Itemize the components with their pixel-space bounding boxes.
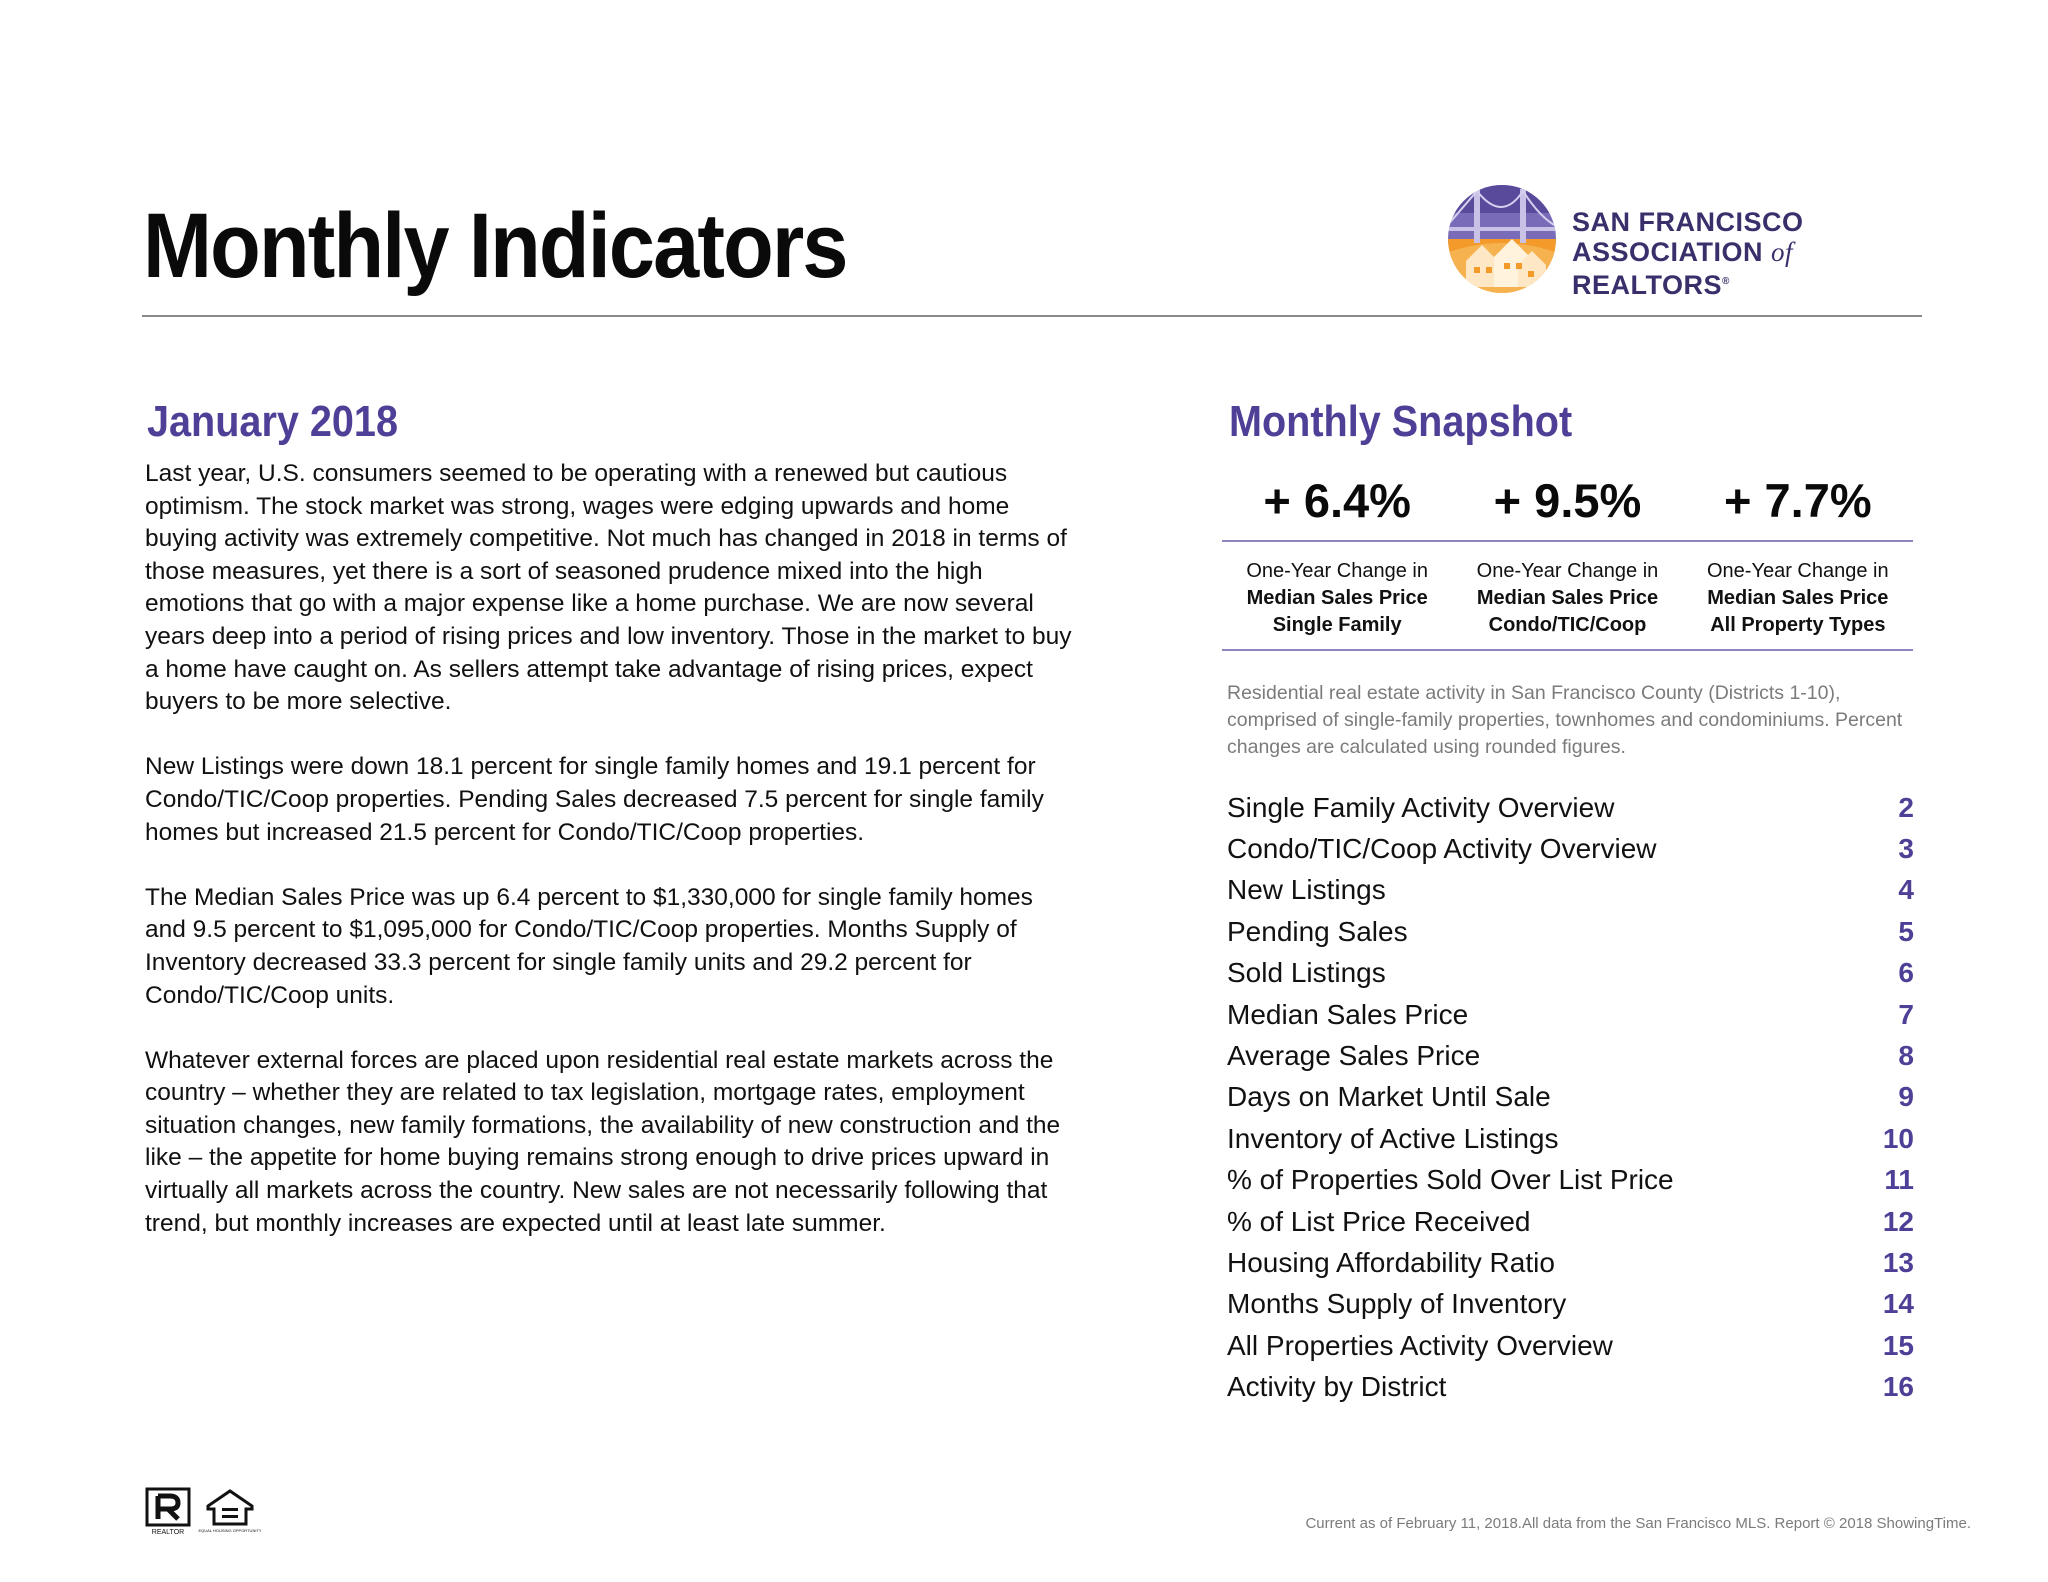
toc-page-number: 15 bbox=[1882, 1329, 1914, 1361]
bridge-houses-logo-icon bbox=[1446, 183, 1558, 295]
toc-label: Sold Listings bbox=[1227, 957, 1386, 989]
summary-paragraph: New Listings were down 18.1 percent for single family homes and 19.1 percent for Condo/TIC/Coop properties. Pending Sales decreased 7.5 percent for single family homes but increased 21.5 percent for Condo/TIC/Coop properties. bbox=[145, 753, 1044, 846]
toc-label: Pending Sales bbox=[1227, 915, 1408, 947]
toc-page-number: 10 bbox=[1882, 1122, 1914, 1154]
page-title: Monthly Indicators bbox=[143, 195, 847, 297]
toc-item[interactable] bbox=[1227, 787, 1914, 828]
toc-label: Months Supply of Inventory bbox=[1227, 1288, 1567, 1320]
logo-line-2a: ASSOCIATION bbox=[1572, 237, 1764, 267]
summary-paragraph: Whatever external forces are placed upon residential real estate markets across the country – whether they are related to tax legislation, mortgage rates, employment situation changes, new family formations, the availability of new construction and the like – the appetite for home buying remains strong enough to drive prices upward in virtually all markets across the country. New sales are not necessarily following that trend, but monthly increases are expected until at least late summer. bbox=[145, 1046, 1061, 1237]
toc-page-number: 12 bbox=[1882, 1205, 1914, 1237]
summary-paragraph: The Median Sales Price was up 6.4 percent to $1,330,000 for single family homes and 9.5 percent to $1,095,000 for Condo/TIC/Coop properties. Months Supply of Inventory decreased 33.3 percent for single family units and 29.2 percent for Condo/TIC/Coop units. bbox=[145, 883, 1033, 1009]
logo-text bbox=[1572, 207, 1916, 300]
toc-item[interactable] bbox=[1227, 953, 1914, 994]
toc-label: All Properties Activity Overview bbox=[1227, 1329, 1613, 1361]
realtor-badge-text: REALTOR bbox=[151, 1529, 185, 1536]
snapshot-desc-line: All Property Types bbox=[1710, 614, 1886, 636]
footer-note: Current as of February 11, 2018.All data from the San Francisco MLS. Report © 2018 ShowingTime. bbox=[1305, 1515, 1971, 1532]
toc-page-number: 9 bbox=[1898, 1081, 1914, 1113]
eho-badge-text: EQUAL HOUSING OPPORTUNITY bbox=[198, 1528, 262, 1533]
snapshot-descriptions bbox=[1222, 542, 1913, 649]
toc-label: Median Sales Price bbox=[1227, 998, 1469, 1030]
toc-item[interactable] bbox=[1227, 1242, 1914, 1283]
toc-item[interactable] bbox=[1227, 1325, 1914, 1366]
snapshot-value-single-family: + 6.4% bbox=[1263, 474, 1411, 527]
snapshot-desc-line: Median Sales Price bbox=[1246, 587, 1428, 609]
snapshot-value-condo: + 9.5% bbox=[1493, 474, 1642, 527]
snapshot-values bbox=[1222, 470, 1913, 540]
toc-label: Single Family Activity Overview bbox=[1227, 791, 1615, 823]
realtor-r-icon bbox=[146, 1488, 192, 1536]
snapshot-desc-single-family bbox=[1222, 558, 1452, 639]
footer-badges bbox=[146, 1488, 262, 1536]
toc-page-number: 8 bbox=[1898, 1040, 1914, 1072]
toc-item[interactable] bbox=[1227, 1077, 1914, 1118]
toc-label: Condo/TIC/Coop Activity Overview bbox=[1227, 833, 1657, 865]
toc-page-number: 2 bbox=[1898, 791, 1914, 823]
toc-item[interactable] bbox=[1227, 911, 1914, 952]
table-of-contents bbox=[1227, 787, 1914, 1408]
toc-page-number: 16 bbox=[1882, 1371, 1914, 1403]
snapshot-desc-line: Condo/TIC/Coop bbox=[1488, 614, 1647, 636]
toc-item[interactable] bbox=[1227, 1118, 1914, 1159]
snapshot-desc-line: One-Year Change in bbox=[1246, 560, 1428, 582]
toc-item[interactable] bbox=[1227, 1201, 1914, 1242]
snapshot-desc-condo bbox=[1452, 558, 1682, 639]
logo-line-2b: of bbox=[1771, 237, 1794, 267]
snapshot-desc-line: Median Sales Price bbox=[1707, 587, 1889, 609]
month-heading: January 2018 bbox=[147, 397, 398, 446]
toc-page-number: 6 bbox=[1898, 957, 1914, 989]
toc-item[interactable] bbox=[1227, 870, 1914, 911]
snapshot-desc-line: Median Sales Price bbox=[1476, 587, 1659, 609]
snapshot-note: Residential real estate activity in San Francisco County (Districts 1-10), comprised of single-family properties, townhomes and condominiums. Percent changes are calculated using rounded figures. bbox=[1227, 682, 1903, 758]
snapshot-desc-line: One-Year Change in bbox=[1476, 560, 1659, 582]
toc-label: Housing Affordability Ratio bbox=[1227, 1246, 1555, 1278]
snapshot-heading: Monthly Snapshot bbox=[1229, 397, 1573, 446]
header-divider bbox=[142, 315, 1922, 317]
toc-label: Days on Market Until Sale bbox=[1227, 1081, 1551, 1113]
toc-page-number: 4 bbox=[1898, 874, 1914, 906]
sfar-logo bbox=[1446, 183, 1916, 300]
toc-label: % of List Price Received bbox=[1227, 1205, 1531, 1237]
toc-item[interactable] bbox=[1227, 1284, 1914, 1325]
toc-label: New Listings bbox=[1227, 874, 1386, 906]
toc-page-number: 7 bbox=[1898, 998, 1914, 1030]
toc-label: Activity by District bbox=[1227, 1371, 1447, 1403]
snapshot-divider-bottom bbox=[1222, 649, 1913, 651]
toc-item[interactable] bbox=[1227, 1160, 1914, 1201]
toc-label: Inventory of Active Listings bbox=[1227, 1122, 1559, 1154]
snapshot-desc-all bbox=[1683, 558, 1913, 639]
toc-label: % of Properties Sold Over List Price bbox=[1227, 1164, 1674, 1196]
logo-line-2c: REALTORS bbox=[1572, 270, 1723, 300]
snapshot-desc-line: Single Family bbox=[1272, 614, 1402, 636]
summary-body bbox=[145, 458, 1080, 1273]
snapshot-panel bbox=[1222, 470, 1913, 651]
toc-label: Average Sales Price bbox=[1227, 1040, 1481, 1072]
logo-line-1: SAN FRANCISCO bbox=[1572, 207, 1804, 237]
logo-registered-mark: ® bbox=[1722, 276, 1730, 287]
toc-page-number: 11 bbox=[1884, 1164, 1914, 1196]
toc-item[interactable] bbox=[1227, 1035, 1914, 1076]
toc-page-number: 3 bbox=[1898, 833, 1914, 865]
summary-paragraph: Last year, U.S. consumers seemed to be operating with a renewed but cautious optimism. The stock market was strong, wages were edging upwards and home buying activity was extremely competitive. Not much has changed in 2018 in terms of those measures, yet there is a sort of seasoned prudence mixed into the high emotions that go with a major expense like a home purchase. We are now several years deep into a period of rising prices and low inventory. Those in the market to buy a home have caught on. As sellers attempt take advantage of rising prices, expect buyers to be more selective. bbox=[145, 460, 1072, 716]
snapshot-value-all: + 7.7% bbox=[1724, 474, 1872, 527]
snapshot-desc-line: One-Year Change in bbox=[1707, 560, 1889, 582]
toc-item[interactable] bbox=[1227, 828, 1914, 869]
equal-housing-icon bbox=[198, 1488, 262, 1536]
toc-page-number: 13 bbox=[1882, 1246, 1914, 1278]
toc-item[interactable] bbox=[1227, 994, 1914, 1035]
toc-page-number: 14 bbox=[1882, 1288, 1914, 1320]
toc-item[interactable] bbox=[1227, 1366, 1914, 1407]
toc-page-number: 5 bbox=[1898, 915, 1914, 947]
